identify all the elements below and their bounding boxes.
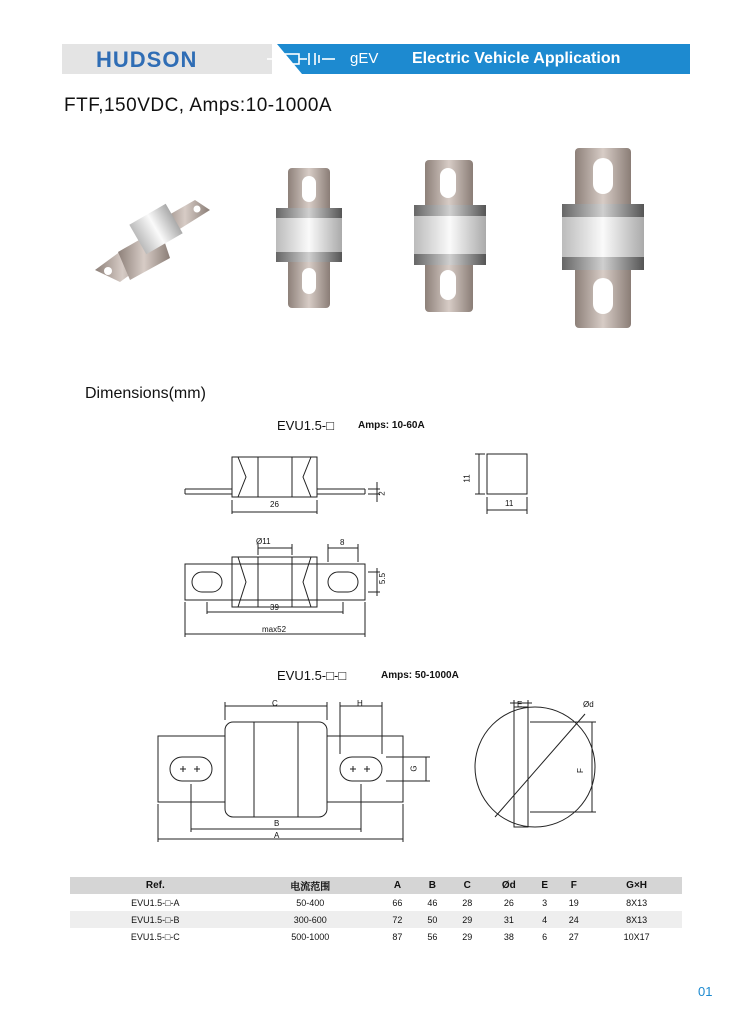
- drawing-evu15-variants: [150, 692, 610, 852]
- table-cell: 87: [392, 931, 403, 942]
- col-GxH: G×H: [591, 877, 682, 894]
- col-current-range: 电流范围: [241, 877, 380, 894]
- dim-square-h: 11: [462, 474, 472, 483]
- application-title: Electric Vehicle Application: [412, 50, 621, 67]
- table-cell: 19: [568, 897, 579, 908]
- table-cell: 300-600: [241, 911, 380, 928]
- drawing1-amps: Amps: 10-60A: [358, 420, 425, 431]
- table-cell: 72: [380, 911, 415, 928]
- category-label: gEV: [350, 50, 379, 67]
- drawing2-amps: Amps: 50-1000A: [381, 670, 459, 681]
- table-cell: EVU1.5-□-B: [70, 911, 241, 928]
- fuse-photo-small: [95, 200, 210, 282]
- table-cell: 8X13: [626, 897, 648, 908]
- col-C: C: [450, 877, 485, 894]
- dim-5-5: 5.5: [378, 572, 388, 585]
- dim-B: B: [274, 819, 280, 828]
- fuse-photo-medium-b: [414, 160, 486, 312]
- dim-2: 2: [377, 491, 387, 496]
- brand-logo: HUDSON: [96, 47, 198, 72]
- table-cell: 28: [462, 897, 473, 908]
- col-d: Ød: [485, 877, 533, 894]
- spec-table: [70, 877, 682, 945]
- fuse-photo-large: [562, 148, 644, 328]
- table-cell: 27: [568, 931, 579, 942]
- header-banner: [62, 44, 690, 74]
- dim-26: 26: [270, 500, 279, 509]
- table-cell: 8X13: [591, 911, 682, 928]
- page-number: 01: [698, 984, 713, 999]
- product-title: FTF,150VDC, Amps:10-1000A: [64, 95, 333, 116]
- drawing2-model: EVU1.5-□-□: [277, 668, 347, 683]
- col-E: E: [533, 877, 556, 894]
- col-A: A: [380, 877, 415, 894]
- fuse-photo-medium-a: [276, 168, 342, 308]
- table-cell: 4: [533, 911, 556, 928]
- table-cell: EVU1.5-□-A: [131, 897, 180, 908]
- dim-F: F: [575, 768, 585, 773]
- dimensions-title: Dimensions(mm): [85, 385, 206, 402]
- table-cell: 66: [392, 897, 403, 908]
- table-cell: 38: [503, 931, 514, 942]
- table-header-row: [70, 877, 682, 894]
- dim-8: 8: [340, 538, 345, 547]
- table-cell: 10X17: [623, 931, 650, 942]
- table-cell: 6: [542, 931, 548, 942]
- table-cell: 500-1000: [291, 931, 330, 942]
- dim-H: H: [357, 699, 363, 708]
- table-row: [70, 911, 682, 928]
- dim-dia-11: Ø11: [256, 537, 271, 546]
- drawing-evu15: [180, 442, 550, 642]
- table-cell: 50: [415, 911, 450, 928]
- fuse-symbol-icon: [267, 51, 337, 67]
- dim-A: A: [274, 831, 280, 840]
- table-cell: 24: [556, 911, 591, 928]
- dim-C: C: [272, 699, 278, 708]
- dim-d: Ød: [583, 700, 594, 709]
- table-cell: 3: [542, 897, 548, 908]
- drawing1-model: EVU1.5-□: [277, 418, 334, 433]
- dim-square-w: 11: [505, 499, 514, 508]
- col-B: B: [415, 877, 450, 894]
- col-F: F: [556, 877, 591, 894]
- table-row: [70, 928, 682, 945]
- table-cell: 26: [503, 897, 514, 908]
- dim-39: 39: [270, 603, 279, 612]
- table-cell: EVU1.5-□-C: [130, 931, 180, 942]
- dim-max52: max52: [262, 625, 287, 634]
- table-cell: 56: [427, 931, 438, 942]
- table-cell: 29: [450, 911, 485, 928]
- dim-G: G: [409, 765, 419, 772]
- table-cell: 50-400: [296, 897, 325, 908]
- product-photos: [90, 140, 650, 340]
- col-ref: Ref.: [70, 877, 241, 894]
- table-cell: 31: [485, 911, 533, 928]
- dim-E: E: [517, 700, 523, 709]
- table-cell: 46: [427, 897, 438, 908]
- table-cell: 29: [462, 931, 473, 942]
- table-row: [70, 894, 682, 911]
